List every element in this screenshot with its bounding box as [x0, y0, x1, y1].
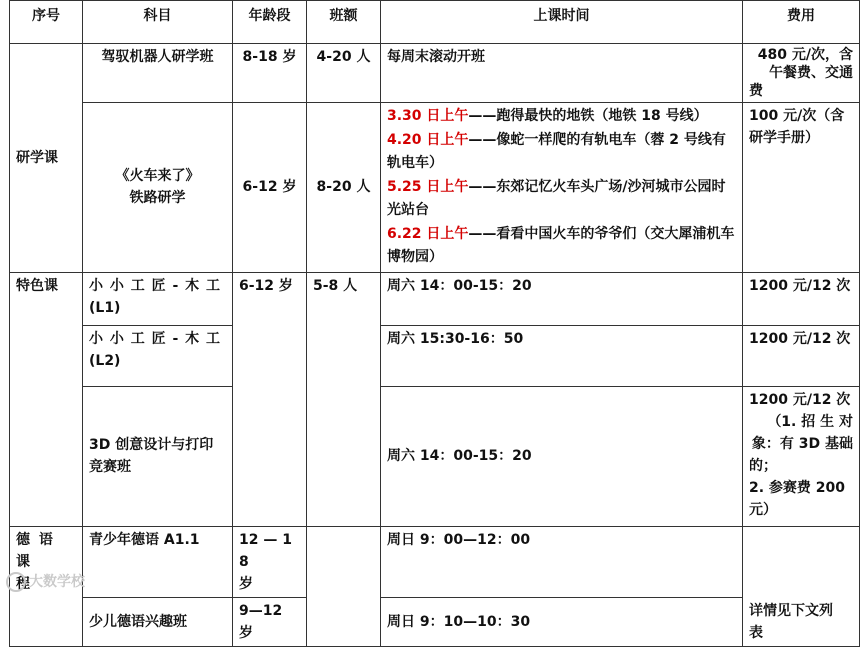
session-date: 3.30 日上午 [387, 108, 469, 124]
table-row [10, 272, 860, 325]
session-desc: ——像蛇一样爬的有轨电车（蓉 2 号线有轨电车） [387, 131, 726, 171]
table-header-row [10, 1, 860, 44]
category-line: 程 [16, 575, 30, 592]
fee-cell: 1200 元/12 次 [743, 272, 860, 325]
class-size-cell: 4-20 人 [307, 44, 381, 103]
age-cell: 6-12 岁 [233, 272, 307, 526]
watermark-text: 大数学校 [29, 574, 85, 590]
header-seq: 序号 [10, 1, 83, 44]
table-row [10, 44, 860, 103]
table-row [10, 526, 860, 597]
subject-cell: 驾驭机器人研学班 [83, 44, 233, 103]
time-cell: 周六 15:30-16：50 [381, 325, 743, 386]
class-size-cell [307, 526, 381, 646]
session-date: 4.20 日上午 [387, 131, 469, 148]
table-row [10, 597, 860, 646]
fee-line: 的； [749, 457, 777, 474]
subject-cell [83, 103, 233, 273]
fee-cell [743, 44, 860, 103]
time-cell: 周日 9：10—10：30 [381, 597, 743, 646]
fee-line: 象：有 3D 基础 [751, 435, 853, 452]
time-cell [381, 103, 743, 273]
fee-line: 午餐费、交通 [769, 65, 853, 81]
train-session [387, 223, 736, 270]
session-date: 6.22 日上午 [387, 225, 469, 242]
subject-line: 小 小 工 匠 - 木 工 [89, 277, 222, 294]
subject-cell [83, 325, 233, 386]
time-cell: 周六 14：00-15：20 [381, 386, 743, 526]
subject-cell [83, 386, 233, 526]
fee-line: 100 元/次（含 [749, 108, 845, 124]
fee-line: 480 元/次，含 [757, 47, 853, 63]
category-german [10, 526, 83, 646]
class-size-cell: 8-20 人 [307, 103, 381, 273]
age-cell: 6-12 岁 [233, 103, 307, 273]
fee-cell [743, 386, 860, 526]
fee-line: 研学手册） [749, 130, 819, 146]
category-featured: 特色课 [10, 272, 83, 526]
session-desc: ——看看中国火车的爷爷们（交大犀浦机车博物园） [387, 225, 735, 265]
age-line: 12 — 18 [239, 531, 292, 570]
table-row [10, 386, 860, 526]
subject-cell [83, 272, 233, 325]
age-cell [233, 526, 307, 597]
subject-line: 小 小 工 匠 - 木 工 [89, 330, 222, 347]
fee-cell: 1200 元/12 次 [743, 325, 860, 386]
class-size-cell: 5-8 人 [307, 272, 381, 526]
session-desc: ——跑得最快的地铁（地铁 18 号线） [468, 108, 708, 124]
fee-line: 元） [749, 501, 777, 518]
fee-line: 详情见下文列 [749, 602, 833, 619]
subject-line: (L1) [89, 299, 121, 316]
age-line: 岁 [239, 575, 253, 592]
table-row [10, 103, 860, 273]
fee-cell [743, 103, 860, 273]
header-time: 上课时间 [381, 1, 743, 44]
subject-line: (L2) [89, 352, 121, 369]
subject-line: 竞赛班 [89, 459, 131, 475]
fee-line: （1. 招 生 对 [767, 413, 853, 430]
header-fee: 费用 [743, 1, 860, 44]
header-class-size: 班额 [307, 1, 381, 44]
table-row [10, 325, 860, 386]
course-schedule-table [9, 0, 860, 647]
time-cell: 周日 9：00—12：00 [381, 526, 743, 597]
session-date: 5.25 日上午 [387, 178, 469, 195]
fee-cell [743, 526, 860, 646]
train-session [387, 105, 736, 129]
subject-line: 3D 创意设计与打印 [89, 437, 214, 453]
subject-line: 铁路研学 [129, 190, 186, 207]
time-cell: 周六 14：00-15：20 [381, 272, 743, 325]
train-session [387, 129, 736, 176]
age-cell: 9—12 岁 [233, 597, 307, 646]
header-age: 年龄段 [233, 1, 307, 44]
fee-line: 2. 参赛费 200 [749, 479, 846, 496]
fee-line: 表 [749, 624, 763, 641]
fee-line: 费 [749, 83, 763, 99]
subject-line: 《火车来了》 [115, 168, 200, 185]
subject-cell: 青少年德语 A1.1 [83, 526, 233, 597]
age-cell: 8-18 岁 [233, 44, 307, 103]
category-research: 研学课 [10, 44, 83, 273]
category-line: 德 语 课 [16, 531, 55, 570]
time-cell: 每周末滚动开班 [381, 44, 743, 103]
header-subject: 科目 [83, 1, 233, 44]
subject-cell: 少儿德语兴趣班 [83, 597, 233, 646]
session-desc: ——东郊记忆火车头广场/沙河城市公园时光站台 [387, 178, 726, 218]
fee-line: 1200 元/12 次 [749, 391, 851, 408]
train-session [387, 176, 736, 223]
